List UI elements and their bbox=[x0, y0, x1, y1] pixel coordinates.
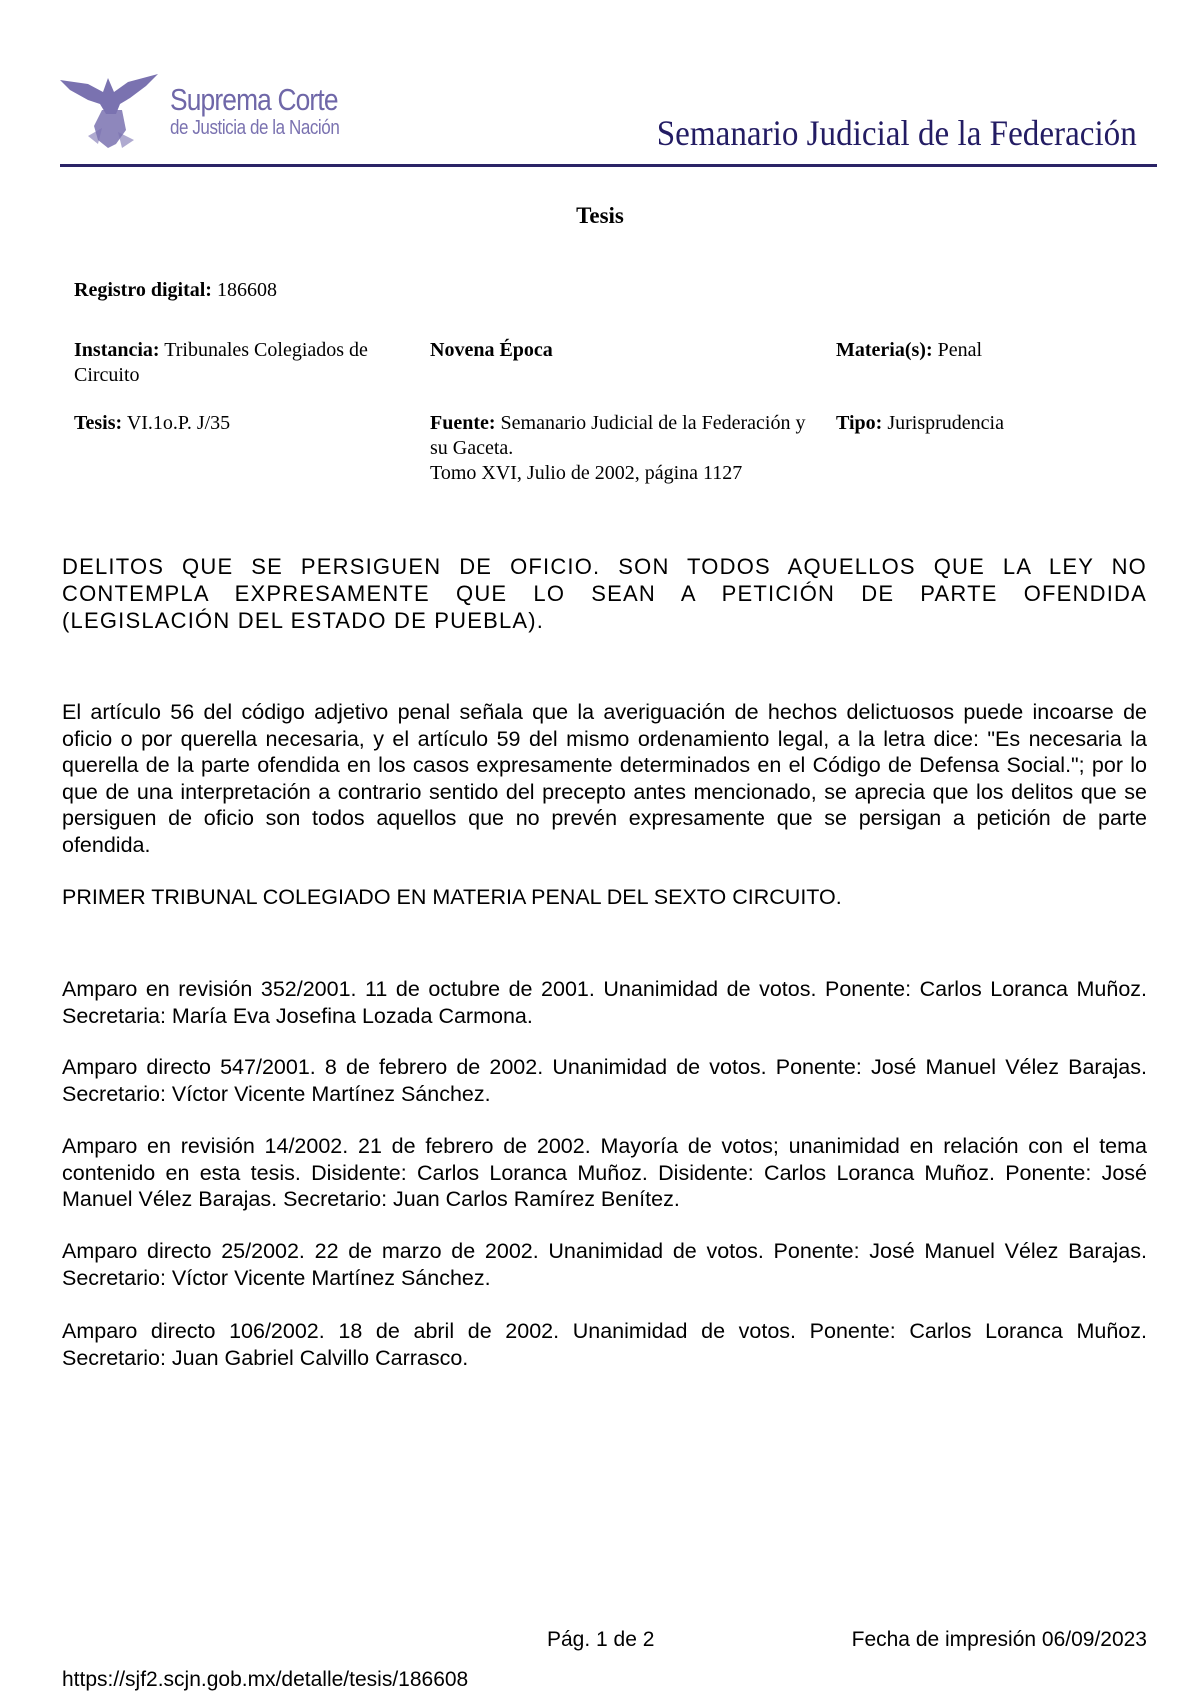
tesis-value: VI.1o.P. J/35 bbox=[126, 412, 231, 434]
precedent-item: Amparo directo 547/2001. 8 de febrero de 2002. Unanimidad de votos. Ponente: José Manuel Vélez Barajas. Secretario: Víctor Vicente Martínez Sánchez. bbox=[62, 1055, 1147, 1106]
court-name: PRIMER TRIBUNAL COLEGIADO EN MATERIA PENAL DEL SEXTO CIRCUITO. bbox=[62, 885, 842, 909]
thesis-body: El artículo 56 del código adjetivo penal señala que la averiguación de hechos delictuosos puede incoarse de oficio o por querella necesaria, y el artículo 59 del mismo ordenamiento legal, a la letra dice: "Es necesaria la querella de la parte ofendida en los casos expresamente determinados en el Código de Defensa Social."; por lo que de una interpretación a contrario sentido del precepto antes mencionado, se aprecia que los delitos que se persiguen de oficio son todos aquellos que no prevén expresamente que se persigan a petición de parte ofendida. bbox=[62, 700, 1147, 857]
precedent-item: Amparo en revisión 352/2001. 11 de octubre de 2001. Unanimidad de votos. Ponente: Carlos Loranca Muñoz. Secretaria: María Eva Josefina Lozada Carmona. bbox=[62, 977, 1147, 1028]
print-date: Fecha de impresión 06/09/2023 bbox=[851, 1628, 1147, 1651]
materia-value: Penal bbox=[937, 339, 983, 361]
instancia-label: Instancia: bbox=[74, 339, 160, 361]
materia-label: Materia(s): bbox=[836, 339, 933, 361]
materia bbox=[836, 338, 982, 363]
source-url[interactable]: https://sjf2.scjn.gob.mx/detalle/tesis/186608 bbox=[62, 1668, 469, 1691]
scjn-logo bbox=[58, 70, 378, 150]
registro-label: Registro digital: bbox=[74, 279, 212, 301]
logo-name: Suprema Corte bbox=[170, 82, 338, 117]
registro-value: 186608 bbox=[216, 279, 277, 301]
tipo-label: Tipo: bbox=[836, 412, 883, 434]
site-title: Semanario Judicial de la Federación bbox=[656, 113, 1137, 153]
logo-subname: de Justicia de la Nación bbox=[170, 117, 340, 139]
tesis-label: Tesis: bbox=[74, 412, 123, 434]
document-title: Tesis bbox=[576, 203, 624, 228]
precedent-item: Amparo directo 25/2002. 22 de marzo de 2002. Unanimidad de votos. Ponente: José Manuel Vélez Barajas. Secretario: Víctor Vicente Martínez Sánchez. bbox=[62, 1239, 1147, 1290]
precedent-item: Amparo directo 106/2002. 18 de abril de 2002. Unanimidad de votos. Ponente: Carlos Loranca Muñoz. Secretario: Juan Gabriel Calvillo Carrasco. bbox=[62, 1319, 1147, 1370]
fuente bbox=[430, 411, 810, 486]
precedent-item: Amparo en revisión 14/2002. 21 de febrero de 2002. Mayoría de votos; unanimidad en relación con el tema contenido en esta tesis. Disidente: Carlos Loranca Muñoz. Disidente: Carlos Loranca Muñoz. Ponente: José Manuel Vélez Barajas. Secretario: Juan Carlos Ramírez Benítez. bbox=[62, 1134, 1147, 1212]
fuente-label: Fuente: bbox=[430, 412, 496, 434]
fuente-value: Semanario Judicial de la Federación y su Gaceta. bbox=[430, 412, 806, 459]
instancia bbox=[74, 338, 414, 388]
eagle-emblem-icon bbox=[58, 70, 168, 150]
fuente-tomo: Tomo XVI, Julio de 2002, página 1127 bbox=[430, 462, 743, 484]
epoca bbox=[430, 338, 553, 363]
registro-digital bbox=[74, 278, 277, 303]
tipo-value: Jurisprudencia bbox=[887, 412, 1004, 434]
tesis-id bbox=[74, 411, 230, 436]
instancia-value: Tribunales Colegiados de Circuito bbox=[74, 339, 368, 386]
epoca-value: Novena Época bbox=[430, 339, 553, 361]
tipo bbox=[836, 411, 1004, 436]
header-divider bbox=[60, 164, 1157, 167]
thesis-heading: DELITOS QUE SE PERSIGUEN DE OFICIO. SON TODOS AQUELLOS QUE LA LEY NO CONTEMPLA EXPRESAMENTE QUE LO SEAN A PETICIÓN DE PARTE OFENDIDA (LEGISLACIÓN DEL ESTADO DE PUEBLA). bbox=[62, 554, 1147, 633]
page-number: Pág. 1 de 2 bbox=[547, 1628, 655, 1651]
